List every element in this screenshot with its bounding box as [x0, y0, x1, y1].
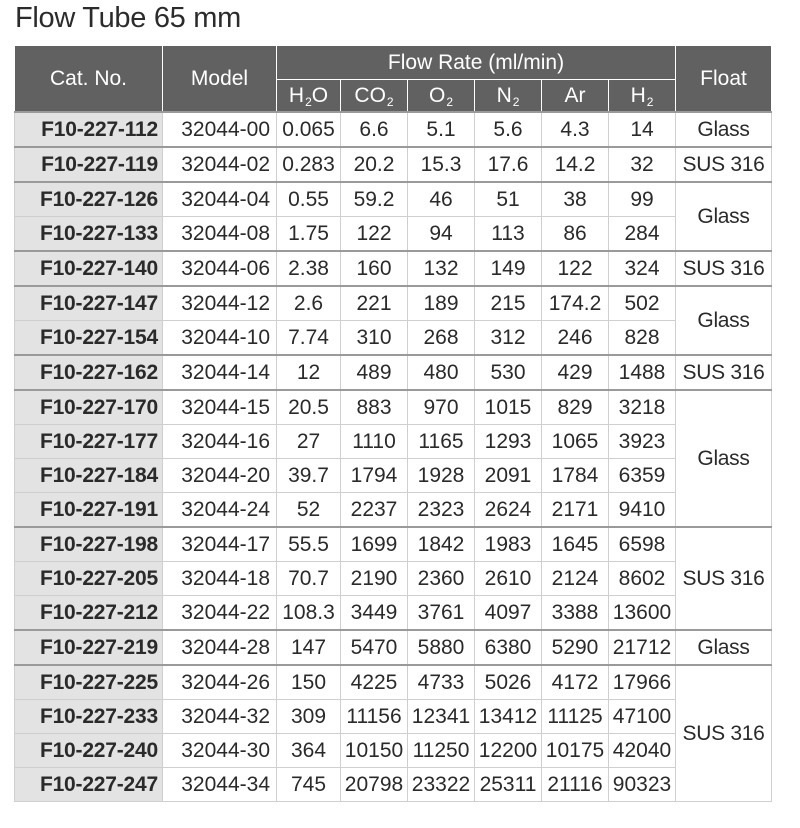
- flow-rate-cell: 11125: [542, 700, 609, 734]
- flow-rate-cell: 5026: [475, 665, 542, 700]
- flow-rate-cell: 312: [475, 321, 542, 356]
- flow-rate-cell: 1699: [341, 527, 408, 562]
- cat-no-cell: F10-227-147: [15, 286, 163, 321]
- flow-tube-table: [14, 45, 772, 802]
- header-gas: Ar: [542, 80, 609, 113]
- flow-rate-cell: 2091: [475, 459, 542, 493]
- cat-no-cell: F10-227-212: [15, 596, 163, 631]
- table-row: [15, 527, 772, 562]
- table-row: [15, 425, 772, 459]
- flow-rate-cell: 1983: [475, 527, 542, 562]
- flow-rate-cell: 2124: [542, 562, 609, 596]
- flow-rate-cell: 11156: [341, 700, 408, 734]
- flow-rate-cell: 15.3: [408, 147, 475, 182]
- table-row: [15, 321, 772, 356]
- model-cell: 32044-24: [163, 493, 277, 528]
- table-row: [15, 734, 772, 768]
- flow-rate-cell: 149: [475, 251, 542, 286]
- flow-rate-cell: 5470: [341, 630, 408, 665]
- flow-rate-cell: 324: [609, 251, 676, 286]
- model-cell: 32044-26: [163, 665, 277, 700]
- flow-rate-cell: 502: [609, 286, 676, 321]
- flow-rate-cell: 6359: [609, 459, 676, 493]
- flow-rate-cell: 4097: [475, 596, 542, 631]
- float-cell: Glass: [676, 182, 772, 251]
- float-cell: SUS 316: [676, 355, 772, 390]
- cat-no-cell: F10-227-133: [15, 217, 163, 252]
- header-gas: $H_2O$: [277, 80, 341, 113]
- flow-rate-cell: 13412: [475, 700, 542, 734]
- cat-no-cell: F10-227-119: [15, 147, 163, 182]
- flow-rate-cell: 17.6: [475, 147, 542, 182]
- flow-rate-cell: 42040: [609, 734, 676, 768]
- table-row: [15, 286, 772, 321]
- flow-rate-cell: 1.75: [277, 217, 341, 252]
- model-cell: 32044-06: [163, 251, 277, 286]
- flow-rate-cell: 828: [609, 321, 676, 356]
- table-row: [15, 112, 772, 147]
- flow-rate-cell: 174.2: [542, 286, 609, 321]
- flow-rate-cell: 2237: [341, 493, 408, 528]
- flow-rate-cell: 11250: [408, 734, 475, 768]
- flow-rate-cell: 189: [408, 286, 475, 321]
- flow-rate-cell: 2610: [475, 562, 542, 596]
- header-float: Float: [676, 46, 772, 113]
- flow-rate-cell: 150: [277, 665, 341, 700]
- flow-rate-cell: 1293: [475, 425, 542, 459]
- cat-no-cell: F10-227-170: [15, 390, 163, 425]
- flow-rate-cell: 90323: [609, 768, 676, 802]
- table-row: [15, 459, 772, 493]
- flow-rate-cell: 39.7: [277, 459, 341, 493]
- float-cell: Glass: [676, 286, 772, 355]
- flow-rate-cell: 246: [542, 321, 609, 356]
- header-cat-no: Cat. No.: [15, 46, 163, 113]
- cat-no-cell: F10-227-191: [15, 493, 163, 528]
- cat-no-cell: F10-227-225: [15, 665, 163, 700]
- flow-rate-cell: 489: [341, 355, 408, 390]
- float-cell: Glass: [676, 112, 772, 147]
- cat-no-cell: F10-227-205: [15, 562, 163, 596]
- flow-rate-cell: 27: [277, 425, 341, 459]
- cat-no-cell: F10-227-112: [15, 112, 163, 147]
- cat-no-cell: F10-227-140: [15, 251, 163, 286]
- flow-rate-cell: 309: [277, 700, 341, 734]
- flow-rate-cell: 0.283: [277, 147, 341, 182]
- flow-rate-cell: 8602: [609, 562, 676, 596]
- table-row: [15, 251, 772, 286]
- flow-rate-cell: 46: [408, 182, 475, 217]
- flow-rate-cell: 1794: [341, 459, 408, 493]
- flow-rate-cell: 38: [542, 182, 609, 217]
- flow-rate-cell: 14: [609, 112, 676, 147]
- table-row: [15, 493, 772, 528]
- model-cell: 32044-34: [163, 768, 277, 802]
- cat-no-cell: F10-227-247: [15, 768, 163, 802]
- flow-rate-cell: 1928: [408, 459, 475, 493]
- table-row: [15, 355, 772, 390]
- model-cell: 32044-16: [163, 425, 277, 459]
- flow-rate-cell: 21116: [542, 768, 609, 802]
- flow-rate-cell: 108.3: [277, 596, 341, 631]
- flow-rate-cell: 2.6: [277, 286, 341, 321]
- cat-no-cell: F10-227-177: [15, 425, 163, 459]
- cat-no-cell: F10-227-233: [15, 700, 163, 734]
- flow-rate-cell: 5.6: [475, 112, 542, 147]
- flow-rate-cell: 480: [408, 355, 475, 390]
- flow-rate-cell: 47100: [609, 700, 676, 734]
- model-cell: 32044-10: [163, 321, 277, 356]
- flow-rate-cell: 2.38: [277, 251, 341, 286]
- table-row: [15, 147, 772, 182]
- table-row: [15, 665, 772, 700]
- flow-rate-cell: 215: [475, 286, 542, 321]
- cat-no-cell: F10-227-240: [15, 734, 163, 768]
- cat-no-cell: F10-227-219: [15, 630, 163, 665]
- model-cell: 32044-28: [163, 630, 277, 665]
- flow-rate-cell: 12: [277, 355, 341, 390]
- header-flow-rate: Flow Rate (ml/min): [277, 46, 676, 80]
- cat-no-cell: F10-227-184: [15, 459, 163, 493]
- table-row: [15, 630, 772, 665]
- flow-rate-cell: 25311: [475, 768, 542, 802]
- flow-rate-cell: 55.5: [277, 527, 341, 562]
- flow-rate-cell: 20798: [341, 768, 408, 802]
- float-cell: SUS 316: [676, 251, 772, 286]
- cat-no-cell: F10-227-198: [15, 527, 163, 562]
- table-row: [15, 562, 772, 596]
- flow-rate-cell: 2323: [408, 493, 475, 528]
- table-row: [15, 768, 772, 802]
- flow-rate-cell: 21712: [609, 630, 676, 665]
- model-cell: 32044-02: [163, 147, 277, 182]
- flow-rate-cell: 883: [341, 390, 408, 425]
- flow-rate-cell: 5880: [408, 630, 475, 665]
- model-cell: 32044-14: [163, 355, 277, 390]
- table-row: [15, 182, 772, 217]
- flow-rate-cell: 4225: [341, 665, 408, 700]
- header-gas: $CO_2$: [341, 80, 408, 113]
- header-gas: $N_2$: [475, 80, 542, 113]
- float-cell: Glass: [676, 390, 772, 527]
- flow-rate-cell: 160: [341, 251, 408, 286]
- flow-rate-cell: 132: [408, 251, 475, 286]
- table-row: [15, 596, 772, 631]
- model-cell: 32044-32: [163, 700, 277, 734]
- flow-rate-cell: 1065: [542, 425, 609, 459]
- flow-rate-cell: 122: [341, 217, 408, 252]
- flow-rate-cell: 2171: [542, 493, 609, 528]
- model-cell: 32044-17: [163, 527, 277, 562]
- model-cell: 32044-15: [163, 390, 277, 425]
- model-cell: 32044-20: [163, 459, 277, 493]
- header-model: Model: [163, 46, 277, 113]
- flow-rate-cell: 86: [542, 217, 609, 252]
- flow-rate-cell: 20.2: [341, 147, 408, 182]
- cat-no-cell: F10-227-154: [15, 321, 163, 356]
- flow-rate-cell: 3761: [408, 596, 475, 631]
- flow-rate-cell: 2190: [341, 562, 408, 596]
- flow-rate-cell: 17966: [609, 665, 676, 700]
- flow-rate-cell: 1110: [341, 425, 408, 459]
- cat-no-cell: F10-227-162: [15, 355, 163, 390]
- flow-rate-cell: 1165: [408, 425, 475, 459]
- flow-rate-cell: 122: [542, 251, 609, 286]
- flow-rate-cell: 52: [277, 493, 341, 528]
- flow-rate-cell: 429: [542, 355, 609, 390]
- header-gas: $H_2$: [609, 80, 676, 113]
- flow-rate-cell: 221: [341, 286, 408, 321]
- flow-rate-cell: 530: [475, 355, 542, 390]
- flow-rate-cell: 6380: [475, 630, 542, 665]
- flow-rate-cell: 12341: [408, 700, 475, 734]
- flow-rate-cell: 12200: [475, 734, 542, 768]
- flow-rate-cell: 113: [475, 217, 542, 252]
- flow-rate-cell: 59.2: [341, 182, 408, 217]
- flow-rate-cell: 32: [609, 147, 676, 182]
- flow-rate-cell: 310: [341, 321, 408, 356]
- model-cell: 32044-30: [163, 734, 277, 768]
- float-cell: SUS 316: [676, 147, 772, 182]
- flow-rate-cell: 745: [277, 768, 341, 802]
- flow-rate-cell: 70.7: [277, 562, 341, 596]
- flow-rate-cell: 2360: [408, 562, 475, 596]
- flow-rate-cell: 6598: [609, 527, 676, 562]
- flow-rate-cell: 4.3: [542, 112, 609, 147]
- model-cell: 32044-18: [163, 562, 277, 596]
- flow-rate-cell: 0.55: [277, 182, 341, 217]
- flow-rate-cell: 5290: [542, 630, 609, 665]
- flow-rate-cell: 1015: [475, 390, 542, 425]
- flow-rate-cell: 1842: [408, 527, 475, 562]
- model-cell: 32044-08: [163, 217, 277, 252]
- flow-rate-cell: 970: [408, 390, 475, 425]
- page-title: Flow Tube 65 mm: [15, 2, 241, 34]
- table-row: [15, 390, 772, 425]
- flow-rate-cell: 1784: [542, 459, 609, 493]
- flow-rate-cell: 23322: [408, 768, 475, 802]
- flow-rate-cell: 3449: [341, 596, 408, 631]
- flow-rate-cell: 6.6: [341, 112, 408, 147]
- flow-rate-cell: 10175: [542, 734, 609, 768]
- flow-rate-cell: 14.2: [542, 147, 609, 182]
- flow-rate-cell: 4172: [542, 665, 609, 700]
- flow-rate-cell: 284: [609, 217, 676, 252]
- flow-rate-cell: 1488: [609, 355, 676, 390]
- flow-rate-cell: 5.1: [408, 112, 475, 147]
- cat-no-cell: F10-227-126: [15, 182, 163, 217]
- flow-rate-cell: 7.74: [277, 321, 341, 356]
- float-cell: SUS 316: [676, 527, 772, 630]
- flow-rate-cell: 268: [408, 321, 475, 356]
- flow-rate-cell: 147: [277, 630, 341, 665]
- flow-rate-cell: 3388: [542, 596, 609, 631]
- header-gas: $O_2$: [408, 80, 475, 113]
- flow-rate-cell: 13600: [609, 596, 676, 631]
- flow-rate-cell: 10150: [341, 734, 408, 768]
- flow-rate-cell: 0.065: [277, 112, 341, 147]
- flow-rate-cell: 9410: [609, 493, 676, 528]
- flow-rate-cell: 20.5: [277, 390, 341, 425]
- float-cell: SUS 316: [676, 665, 772, 802]
- flow-rate-cell: 3218: [609, 390, 676, 425]
- model-cell: 32044-00: [163, 112, 277, 147]
- model-cell: 32044-04: [163, 182, 277, 217]
- flow-rate-cell: 99: [609, 182, 676, 217]
- table-row: [15, 217, 772, 252]
- model-cell: 32044-12: [163, 286, 277, 321]
- flow-rate-cell: 51: [475, 182, 542, 217]
- flow-rate-cell: 4733: [408, 665, 475, 700]
- flow-rate-cell: 364: [277, 734, 341, 768]
- flow-rate-cell: 1645: [542, 527, 609, 562]
- flow-rate-cell: 2624: [475, 493, 542, 528]
- table-row: [15, 700, 772, 734]
- model-cell: 32044-22: [163, 596, 277, 631]
- float-cell: Glass: [676, 630, 772, 665]
- flow-rate-cell: 829: [542, 390, 609, 425]
- flow-rate-cell: 3923: [609, 425, 676, 459]
- flow-rate-cell: 94: [408, 217, 475, 252]
